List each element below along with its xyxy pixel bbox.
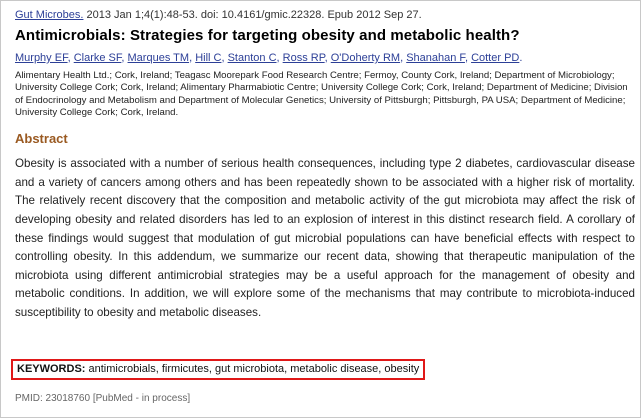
keywords-box — [11, 359, 425, 380]
article-content — [15, 9, 635, 323]
author-list: Murphy EF, Clarke SF, Marques TM, Hill C, Stanton C, Ross RP, O'Doherty RM, Shanahan F, Cotter PD. — [15, 52, 523, 64]
keywords-label: KEYWORDS: — [17, 363, 86, 375]
citation-line — [15, 9, 635, 22]
author-link[interactable]: Ross RP — [282, 52, 325, 64]
citation-details: 2013 Jan 1;4(1):48-53. doi: 10.4161/gmic.22328. Epub 2012 Sep 27. — [83, 9, 422, 21]
author-link[interactable]: Marques TM — [127, 52, 190, 64]
author-link[interactable]: Shanahan F — [406, 52, 465, 64]
author-link[interactable]: O'Doherty RM — [330, 52, 401, 64]
author-link[interactable]: Hill C — [195, 52, 222, 64]
keywords-text: antimicrobials, firmicutes, gut microbiota, metabolic disease, obesity — [85, 363, 420, 375]
author-link[interactable]: Cotter PD — [471, 52, 520, 64]
pmid-status: PMID: 23018760 [PubMed - in process] — [15, 393, 191, 404]
author-link[interactable]: Clarke SF — [73, 52, 122, 64]
abstract-heading: Abstract — [15, 131, 68, 147]
journal-link[interactable]: Gut Microbes. — [15, 9, 84, 21]
abstract-text: Obesity is associated with a number of serious health consequences, including type 2 diabetes, cardiovascular disease and a variety of cancers among others and has been repeatedly shown to be associated with a higher risk of mortality. The relatively recent discovery that the composition and metabolic activity of the gut microbiota may affect the risk of developing obesity and related disorders has led to an explosion of interest in this distinct research field. A corollary of these findings would suggest that modulation of gut microbial populations can have beneficial effects with respect to controlling obesity. In this addendum, we summarize our recent data, showing that therapeutic manipulation of the microbiota using different antimicrobial strategies may be a useful approach for the management of obesity and metabolic conditions. In addition, we will explore some of the mechanisms that may contribute to microbiota-induced susceptibility to obesity and metabolic diseases. — [15, 157, 635, 319]
article-title: Antimicrobials: Strategies for targeting obesity and metabolic health? — [15, 27, 520, 44]
author-link[interactable]: Murphy EF — [15, 52, 68, 64]
affiliation: Alimentary Health Ltd.; Cork, Ireland; Teagasc Moorepark Food Research Centre; Fermoy, County Cork, Ireland; Department of Microbiology; University College Cork; Cork, Ireland; Alimentary Pharmabiotic Centre; University College Cork; Cork, Ireland; Department of Medicine; Division of Endocrinology and Metabolism and Department of Molecular Genetics; University of Pittsburgh; Pittsburgh, PA USA; Department of Medicine; University College Cork; Cork, Ireland. — [15, 70, 628, 118]
author-link[interactable]: Stanton C — [227, 52, 277, 64]
